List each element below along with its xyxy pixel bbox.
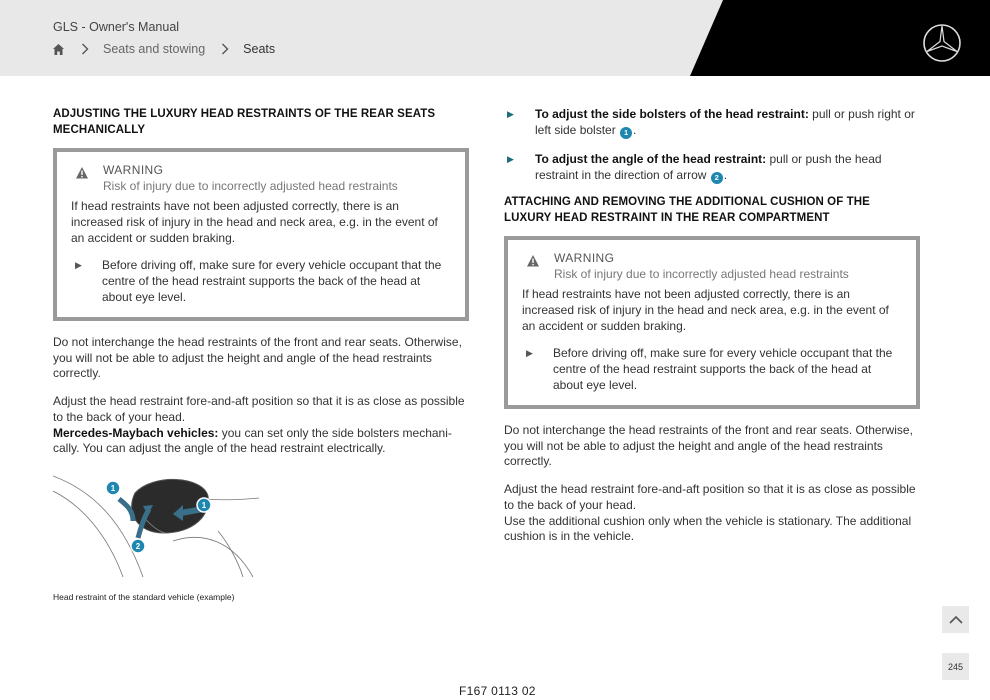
paragraph: Use the additional cushion only when the vehicle is stationary. The additional cushion is in the vehicle. xyxy=(504,513,912,544)
callout-badge-1: 1 xyxy=(620,127,632,139)
maybach-text: you can set only the side bolsters mechanically. You can adjust the angle of the head restraint electrically. xyxy=(53,425,452,456)
paragraph: Do not interchange the head restraints of the front and rear seats. Otherwise, you will not be able to adjust the height and angle of the head restraints correctly. xyxy=(504,423,913,469)
footer-code: F167 0113 02 xyxy=(459,684,536,698)
page-header xyxy=(0,0,990,76)
paragraph: Do not interchange the head restraints of the front and rear seats. Otherwise, you will not be able to adjust the height and angle of the head restraints correctly. xyxy=(53,335,462,381)
chevron-right-icon xyxy=(81,43,89,55)
left-column xyxy=(53,106,469,602)
warning-bullet xyxy=(71,257,451,305)
page-number[interactable]: 245 xyxy=(942,653,969,680)
warning-subtitle: Risk of injury due to incorrectly adjusted head restraints xyxy=(554,267,849,281)
breadcrumb-seats[interactable]: Seats xyxy=(243,42,276,56)
warning-body: If head restraints have not been adjusted correctly, there is an increased risk of injury in the head and neck area, e.g. in the event of an accident or sudden braking. xyxy=(71,199,438,245)
mercedes-star-logo[interactable] xyxy=(922,23,962,63)
bullet-arrow-icon: ▶ xyxy=(507,109,514,119)
step-text: pull or push the head restraint in the direction of arrow xyxy=(535,152,882,182)
warning-triangle-icon xyxy=(75,166,89,180)
warning-bullet xyxy=(522,345,902,393)
chevron-up-icon xyxy=(949,615,963,624)
step-label: To adjust the side bolsters of the head restraint: xyxy=(535,107,809,121)
paragraph: Adjust the head restraint fore-and-aft position so that it is as close as possible to the back of your head. xyxy=(504,482,916,512)
warning-box xyxy=(504,236,920,409)
warning-title: WARNING xyxy=(103,163,164,177)
callout-badge-2: 2 xyxy=(711,172,723,184)
warning-triangle-icon xyxy=(526,254,540,268)
breadcrumb-seats-and-stowing[interactable]: Seats and stowing xyxy=(103,42,206,56)
bullet-arrow-icon: ▶ xyxy=(507,154,514,164)
app-title: GLS - Owner's Manual xyxy=(53,20,180,34)
bullet-arrow-icon: ▶ xyxy=(75,260,82,270)
bullet-arrow-icon: ▶ xyxy=(526,348,533,358)
breadcrumb xyxy=(52,42,275,56)
figure-caption: Head restraint of the standard vehicle (example) xyxy=(53,591,235,602)
maybach-label: Mercedes-Maybach vehicles: xyxy=(53,425,219,440)
home-icon[interactable] xyxy=(52,43,65,56)
figure-callout-1-right: 1 xyxy=(201,500,207,510)
warning-subtitle: Risk of injury due to incorrectly adjusted head restraints xyxy=(103,179,398,193)
figure-callout-2: 2 xyxy=(135,541,141,551)
instruction-step: ▶ To adjust the angle of the head restraint: pull or push the head restraint in the direction of arrow 2 . xyxy=(504,151,920,184)
chevron-right-icon xyxy=(221,43,229,55)
maybach-note xyxy=(53,426,469,457)
instruction-step: ▶ To adjust the side bolsters of the head restraint: pull or push right or left side bolster 1 . xyxy=(504,106,920,139)
figure-callout-1-left: 1 xyxy=(110,483,116,493)
warning-box xyxy=(53,148,469,321)
paragraph: Adjust the head restraint fore-and-aft position so that it is as close as possible to the back of your head. xyxy=(53,394,465,424)
step-text: pull or push right or left side bolster xyxy=(535,107,915,137)
step-label: To adjust the angle of the head restraint: xyxy=(535,152,767,166)
section-heading: ATTACHING AND REMOVING THE ADDITIONAL CUSHION OF THE LUXURY HEAD RESTRAINT IN THE REAR COMPARTMENT xyxy=(504,196,870,224)
warning-bullet-text: Before driving off, make sure for every vehicle occupant that the centre of the head restraint supports the back of the head at about eye level. xyxy=(102,258,442,304)
scroll-to-top-button[interactable] xyxy=(942,606,969,633)
warning-title: WARNING xyxy=(554,251,615,265)
warning-bullet-text: Before driving off, make sure for every vehicle occupant that the centre of the head restraint supports the back of the head at about eye level. xyxy=(553,346,893,392)
warning-body: If head restraints have not been adjusted correctly, there is an increased risk of injury in the head and neck area, e.g. in the event of an accident or sudden braking. xyxy=(522,287,889,333)
head-restraint-illustration xyxy=(53,471,259,577)
section-heading: ADJUSTING THE LUXURY HEAD RESTRAINTS OF THE REAR SEATS MECHANICALLY xyxy=(53,108,436,136)
right-column xyxy=(504,106,920,545)
